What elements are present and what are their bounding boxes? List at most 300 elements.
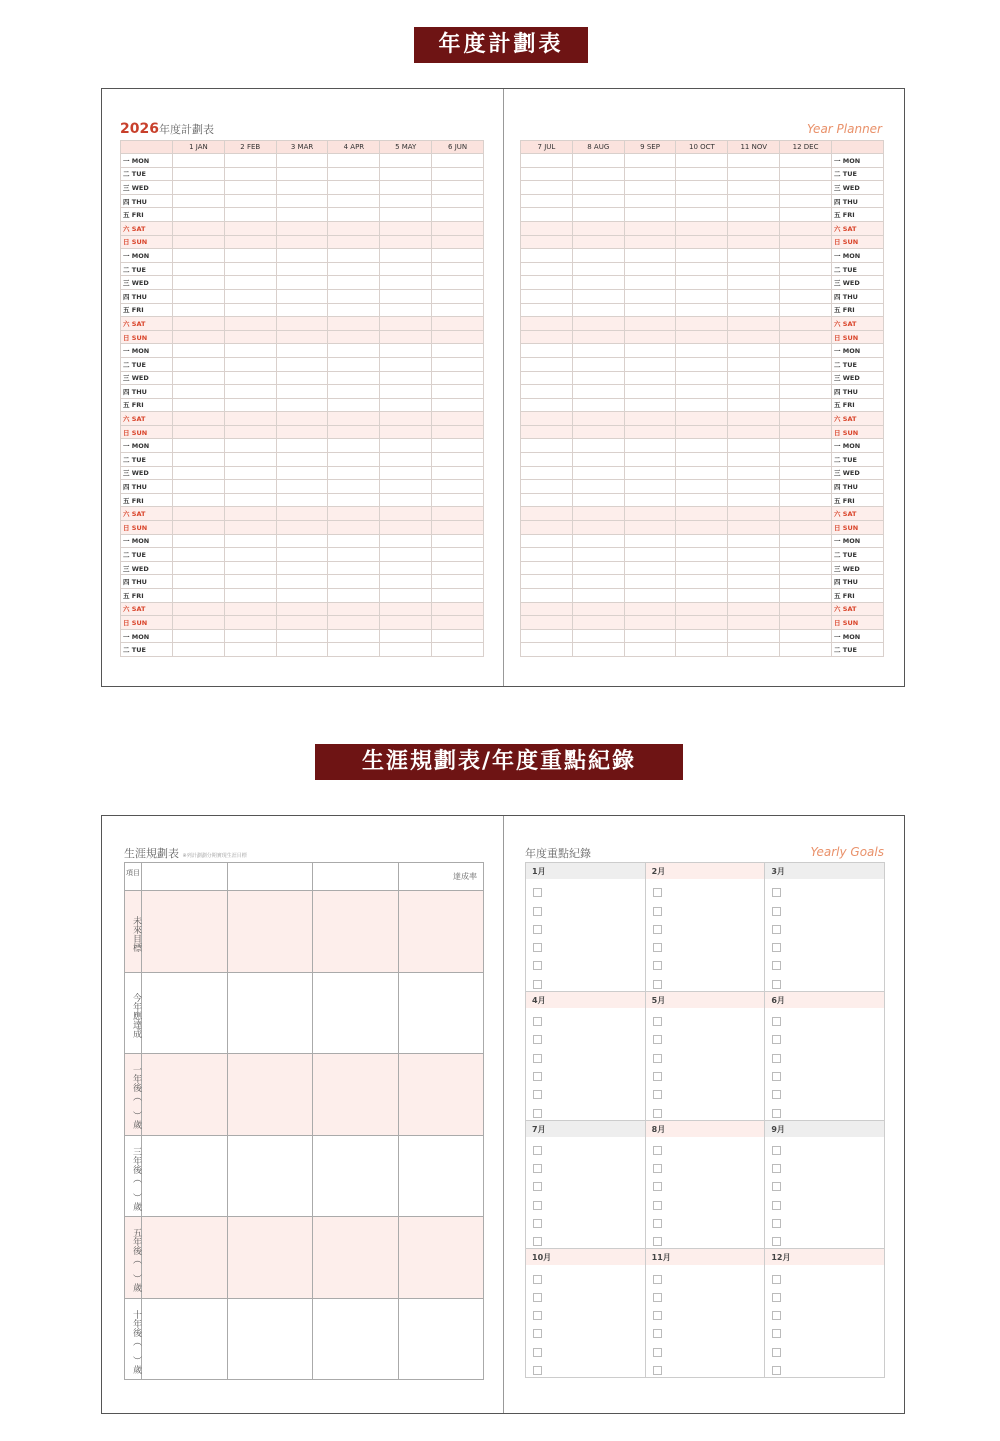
calendar-cell[interactable] <box>432 276 484 290</box>
calendar-cell[interactable] <box>780 561 832 575</box>
goal-checkbox[interactable] <box>772 1072 781 1081</box>
calendar-cell[interactable] <box>780 643 832 657</box>
goal-checkbox[interactable] <box>772 1182 781 1191</box>
calendar-cell[interactable] <box>328 303 380 317</box>
goal-checkbox[interactable] <box>772 925 781 934</box>
career-cell[interactable] <box>313 1217 399 1298</box>
calendar-cell[interactable] <box>173 154 225 168</box>
goal-checkbox[interactable] <box>653 1348 662 1357</box>
calendar-cell[interactable] <box>173 548 225 562</box>
calendar-cell[interactable] <box>173 235 225 249</box>
calendar-cell[interactable] <box>432 167 484 181</box>
goal-checkbox[interactable] <box>653 980 662 989</box>
calendar-cell[interactable] <box>728 303 780 317</box>
calendar-cell[interactable] <box>780 154 832 168</box>
calendar-cell[interactable] <box>676 629 728 643</box>
calendar-cell[interactable] <box>572 521 624 535</box>
calendar-cell[interactable] <box>728 208 780 222</box>
calendar-cell[interactable] <box>173 208 225 222</box>
calendar-cell[interactable] <box>432 330 484 344</box>
goal-checkbox[interactable] <box>772 1146 781 1155</box>
calendar-cell[interactable] <box>676 303 728 317</box>
calendar-cell[interactable] <box>432 371 484 385</box>
calendar-cell[interactable] <box>276 194 328 208</box>
calendar-cell[interactable] <box>780 521 832 535</box>
calendar-cell[interactable] <box>572 589 624 603</box>
calendar-cell[interactable] <box>173 221 225 235</box>
calendar-cell[interactable] <box>328 548 380 562</box>
career-cell[interactable] <box>398 1298 484 1380</box>
calendar-cell[interactable] <box>328 276 380 290</box>
calendar-cell[interactable] <box>780 181 832 195</box>
career-cell[interactable] <box>142 1135 228 1216</box>
calendar-cell[interactable] <box>276 289 328 303</box>
calendar-cell[interactable] <box>328 493 380 507</box>
calendar-cell[interactable] <box>728 493 780 507</box>
calendar-cell[interactable] <box>380 167 432 181</box>
calendar-cell[interactable] <box>676 317 728 331</box>
calendar-cell[interactable] <box>224 371 276 385</box>
calendar-cell[interactable] <box>624 208 676 222</box>
calendar-cell[interactable] <box>572 561 624 575</box>
calendar-cell[interactable] <box>676 493 728 507</box>
goal-checkbox[interactable] <box>772 888 781 897</box>
goal-checkbox[interactable] <box>533 1311 542 1320</box>
calendar-cell[interactable] <box>380 629 432 643</box>
calendar-cell[interactable] <box>380 480 432 494</box>
career-cell[interactable] <box>227 863 313 891</box>
calendar-cell[interactable] <box>780 425 832 439</box>
calendar-cell[interactable] <box>780 276 832 290</box>
goal-checkbox[interactable] <box>533 1054 542 1063</box>
calendar-cell[interactable] <box>780 317 832 331</box>
calendar-cell[interactable] <box>224 466 276 480</box>
calendar-cell[interactable] <box>224 534 276 548</box>
calendar-cell[interactable] <box>276 466 328 480</box>
calendar-cell[interactable] <box>728 548 780 562</box>
goal-checkbox[interactable] <box>533 1348 542 1357</box>
calendar-cell[interactable] <box>676 167 728 181</box>
calendar-cell[interactable] <box>728 643 780 657</box>
calendar-cell[interactable] <box>432 181 484 195</box>
calendar-cell[interactable] <box>624 398 676 412</box>
calendar-cell[interactable] <box>328 357 380 371</box>
calendar-cell[interactable] <box>224 276 276 290</box>
goal-checkbox[interactable] <box>772 943 781 952</box>
calendar-cell[interactable] <box>624 181 676 195</box>
calendar-cell[interactable] <box>624 412 676 426</box>
calendar-cell[interactable] <box>676 561 728 575</box>
calendar-cell[interactable] <box>380 602 432 616</box>
calendar-cell[interactable] <box>276 521 328 535</box>
calendar-cell[interactable] <box>224 317 276 331</box>
calendar-cell[interactable] <box>380 575 432 589</box>
calendar-cell[interactable] <box>328 575 380 589</box>
calendar-cell[interactable] <box>173 561 225 575</box>
calendar-cell[interactable] <box>328 344 380 358</box>
calendar-cell[interactable] <box>521 357 573 371</box>
calendar-cell[interactable] <box>224 181 276 195</box>
calendar-cell[interactable] <box>780 480 832 494</box>
calendar-cell[interactable] <box>676 507 728 521</box>
calendar-cell[interactable] <box>676 357 728 371</box>
career-cell[interactable] <box>227 1135 313 1216</box>
calendar-cell[interactable] <box>624 629 676 643</box>
calendar-cell[interactable] <box>572 303 624 317</box>
calendar-cell[interactable] <box>276 643 328 657</box>
calendar-cell[interactable] <box>521 276 573 290</box>
calendar-cell[interactable] <box>380 507 432 521</box>
calendar-cell[interactable] <box>624 262 676 276</box>
goal-checkbox[interactable] <box>533 1146 542 1155</box>
calendar-cell[interactable] <box>224 221 276 235</box>
calendar-cell[interactable] <box>432 317 484 331</box>
calendar-cell[interactable] <box>276 276 328 290</box>
calendar-cell[interactable] <box>572 194 624 208</box>
calendar-cell[interactable] <box>676 602 728 616</box>
calendar-cell[interactable] <box>328 589 380 603</box>
calendar-cell[interactable] <box>624 317 676 331</box>
calendar-cell[interactable] <box>780 344 832 358</box>
career-cell[interactable] <box>398 1217 484 1298</box>
calendar-cell[interactable] <box>328 521 380 535</box>
goal-checkbox[interactable] <box>772 1348 781 1357</box>
calendar-cell[interactable] <box>676 412 728 426</box>
career-cell[interactable] <box>313 1298 399 1380</box>
calendar-cell[interactable] <box>224 548 276 562</box>
calendar-cell[interactable] <box>521 412 573 426</box>
calendar-cell[interactable] <box>728 371 780 385</box>
calendar-cell[interactable] <box>432 561 484 575</box>
goal-checkbox[interactable] <box>772 1017 781 1026</box>
calendar-cell[interactable] <box>521 453 573 467</box>
calendar-cell[interactable] <box>728 439 780 453</box>
career-cell[interactable] <box>227 1217 313 1298</box>
calendar-cell[interactable] <box>224 575 276 589</box>
calendar-cell[interactable] <box>624 521 676 535</box>
calendar-cell[interactable] <box>328 480 380 494</box>
calendar-cell[interactable] <box>728 534 780 548</box>
calendar-cell[interactable] <box>624 249 676 263</box>
calendar-cell[interactable] <box>380 194 432 208</box>
calendar-cell[interactable] <box>380 589 432 603</box>
calendar-cell[interactable] <box>728 466 780 480</box>
calendar-cell[interactable] <box>728 154 780 168</box>
calendar-cell[interactable] <box>780 548 832 562</box>
goal-checkbox[interactable] <box>772 1293 781 1302</box>
calendar-cell[interactable] <box>728 357 780 371</box>
calendar-cell[interactable] <box>624 439 676 453</box>
calendar-cell[interactable] <box>224 167 276 181</box>
calendar-cell[interactable] <box>328 235 380 249</box>
calendar-cell[interactable] <box>224 344 276 358</box>
calendar-cell[interactable] <box>328 289 380 303</box>
calendar-cell[interactable] <box>328 262 380 276</box>
calendar-cell[interactable] <box>676 439 728 453</box>
calendar-cell[interactable] <box>328 181 380 195</box>
calendar-cell[interactable] <box>432 221 484 235</box>
calendar-cell[interactable] <box>276 317 328 331</box>
calendar-cell[interactable] <box>728 398 780 412</box>
calendar-cell[interactable] <box>624 303 676 317</box>
calendar-cell[interactable] <box>521 194 573 208</box>
career-cell[interactable] <box>227 1054 313 1135</box>
calendar-cell[interactable] <box>380 181 432 195</box>
calendar-cell[interactable] <box>572 466 624 480</box>
calendar-cell[interactable] <box>276 371 328 385</box>
calendar-cell[interactable] <box>572 167 624 181</box>
calendar-cell[interactable] <box>224 425 276 439</box>
calendar-cell[interactable] <box>432 629 484 643</box>
calendar-cell[interactable] <box>328 398 380 412</box>
goal-checkbox[interactable] <box>533 1237 542 1246</box>
calendar-cell[interactable] <box>432 616 484 630</box>
calendar-cell[interactable] <box>173 262 225 276</box>
calendar-cell[interactable] <box>572 629 624 643</box>
calendar-cell[interactable] <box>173 330 225 344</box>
calendar-cell[interactable] <box>224 643 276 657</box>
calendar-cell[interactable] <box>572 289 624 303</box>
calendar-cell[interactable] <box>380 398 432 412</box>
calendar-cell[interactable] <box>676 521 728 535</box>
goal-checkbox[interactable] <box>653 925 662 934</box>
calendar-cell[interactable] <box>572 221 624 235</box>
goal-checkbox[interactable] <box>533 1366 542 1375</box>
calendar-cell[interactable] <box>676 208 728 222</box>
calendar-cell[interactable] <box>780 385 832 399</box>
calendar-cell[interactable] <box>728 330 780 344</box>
calendar-cell[interactable] <box>521 616 573 630</box>
goal-checkbox[interactable] <box>772 1275 781 1284</box>
goal-checkbox[interactable] <box>653 1201 662 1210</box>
calendar-cell[interactable] <box>728 507 780 521</box>
calendar-cell[interactable] <box>173 616 225 630</box>
calendar-cell[interactable] <box>328 629 380 643</box>
goal-checkbox[interactable] <box>653 907 662 916</box>
calendar-cell[interactable] <box>624 344 676 358</box>
goal-checkbox[interactable] <box>653 888 662 897</box>
calendar-cell[interactable] <box>432 412 484 426</box>
calendar-cell[interactable] <box>780 453 832 467</box>
calendar-cell[interactable] <box>780 412 832 426</box>
calendar-cell[interactable] <box>572 235 624 249</box>
calendar-cell[interactable] <box>276 439 328 453</box>
calendar-cell[interactable] <box>728 589 780 603</box>
calendar-cell[interactable] <box>521 425 573 439</box>
career-cell[interactable] <box>227 972 313 1053</box>
calendar-cell[interactable] <box>521 262 573 276</box>
calendar-cell[interactable] <box>380 561 432 575</box>
calendar-cell[interactable] <box>728 262 780 276</box>
goal-checkbox[interactable] <box>772 1237 781 1246</box>
calendar-cell[interactable] <box>676 154 728 168</box>
goal-checkbox[interactable] <box>533 961 542 970</box>
calendar-cell[interactable] <box>224 235 276 249</box>
calendar-cell[interactable] <box>521 317 573 331</box>
calendar-cell[interactable] <box>276 548 328 562</box>
calendar-cell[interactable] <box>276 385 328 399</box>
calendar-cell[interactable] <box>432 507 484 521</box>
calendar-cell[interactable] <box>676 235 728 249</box>
calendar-cell[interactable] <box>328 371 380 385</box>
calendar-cell[interactable] <box>521 521 573 535</box>
calendar-cell[interactable] <box>224 629 276 643</box>
calendar-cell[interactable] <box>624 167 676 181</box>
goal-checkbox[interactable] <box>772 1219 781 1228</box>
calendar-cell[interactable] <box>224 412 276 426</box>
calendar-cell[interactable] <box>328 453 380 467</box>
calendar-cell[interactable] <box>432 194 484 208</box>
calendar-cell[interactable] <box>572 548 624 562</box>
career-cell[interactable] <box>313 863 399 891</box>
goal-checkbox[interactable] <box>772 1109 781 1118</box>
calendar-cell[interactable] <box>572 371 624 385</box>
goal-checkbox[interactable] <box>653 1072 662 1081</box>
calendar-cell[interactable] <box>380 616 432 630</box>
calendar-cell[interactable] <box>432 439 484 453</box>
goal-checkbox[interactable] <box>772 1164 781 1173</box>
goal-checkbox[interactable] <box>533 1329 542 1338</box>
calendar-cell[interactable] <box>380 643 432 657</box>
calendar-cell[interactable] <box>173 412 225 426</box>
calendar-cell[interactable] <box>624 507 676 521</box>
calendar-cell[interactable] <box>624 602 676 616</box>
goal-checkbox[interactable] <box>533 1072 542 1081</box>
calendar-cell[interactable] <box>572 262 624 276</box>
calendar-cell[interactable] <box>624 221 676 235</box>
calendar-cell[interactable] <box>728 480 780 494</box>
calendar-cell[interactable] <box>224 194 276 208</box>
calendar-cell[interactable] <box>728 344 780 358</box>
calendar-cell[interactable] <box>521 330 573 344</box>
goal-checkbox[interactable] <box>653 1182 662 1191</box>
career-cell[interactable] <box>142 1054 228 1135</box>
calendar-cell[interactable] <box>521 548 573 562</box>
calendar-cell[interactable] <box>173 439 225 453</box>
calendar-cell[interactable] <box>572 398 624 412</box>
calendar-cell[interactable] <box>521 507 573 521</box>
goal-checkbox[interactable] <box>533 925 542 934</box>
calendar-cell[interactable] <box>173 385 225 399</box>
calendar-cell[interactable] <box>432 249 484 263</box>
calendar-cell[interactable] <box>780 262 832 276</box>
calendar-cell[interactable] <box>173 575 225 589</box>
goal-checkbox[interactable] <box>772 980 781 989</box>
calendar-cell[interactable] <box>572 249 624 263</box>
calendar-cell[interactable] <box>380 262 432 276</box>
calendar-cell[interactable] <box>572 154 624 168</box>
calendar-cell[interactable] <box>728 561 780 575</box>
calendar-cell[interactable] <box>624 616 676 630</box>
calendar-cell[interactable] <box>572 493 624 507</box>
calendar-cell[interactable] <box>780 398 832 412</box>
calendar-cell[interactable] <box>328 412 380 426</box>
calendar-cell[interactable] <box>728 453 780 467</box>
goal-checkbox[interactable] <box>772 1329 781 1338</box>
goal-checkbox[interactable] <box>653 1329 662 1338</box>
calendar-cell[interactable] <box>173 493 225 507</box>
calendar-cell[interactable] <box>728 289 780 303</box>
calendar-cell[interactable] <box>276 303 328 317</box>
calendar-cell[interactable] <box>276 262 328 276</box>
calendar-cell[interactable] <box>780 616 832 630</box>
calendar-cell[interactable] <box>173 357 225 371</box>
calendar-cell[interactable] <box>676 398 728 412</box>
goal-checkbox[interactable] <box>533 943 542 952</box>
calendar-cell[interactable] <box>780 534 832 548</box>
goal-checkbox[interactable] <box>772 907 781 916</box>
calendar-cell[interactable] <box>173 194 225 208</box>
calendar-cell[interactable] <box>780 208 832 222</box>
calendar-cell[interactable] <box>572 575 624 589</box>
goal-checkbox[interactable] <box>653 1164 662 1173</box>
goal-checkbox[interactable] <box>772 1035 781 1044</box>
calendar-cell[interactable] <box>676 181 728 195</box>
calendar-cell[interactable] <box>173 643 225 657</box>
calendar-cell[interactable] <box>780 439 832 453</box>
calendar-cell[interactable] <box>224 453 276 467</box>
calendar-cell[interactable] <box>432 466 484 480</box>
calendar-cell[interactable] <box>328 439 380 453</box>
goal-checkbox[interactable] <box>772 1366 781 1375</box>
calendar-cell[interactable] <box>224 357 276 371</box>
calendar-cell[interactable] <box>521 208 573 222</box>
calendar-cell[interactable] <box>572 439 624 453</box>
calendar-cell[interactable] <box>728 521 780 535</box>
calendar-cell[interactable] <box>521 643 573 657</box>
calendar-cell[interactable] <box>276 589 328 603</box>
calendar-cell[interactable] <box>328 167 380 181</box>
calendar-cell[interactable] <box>328 385 380 399</box>
goal-checkbox[interactable] <box>533 1219 542 1228</box>
career-cell[interactable] <box>313 891 399 972</box>
goal-checkbox[interactable] <box>653 1311 662 1320</box>
calendar-cell[interactable] <box>380 412 432 426</box>
goal-checkbox[interactable] <box>653 1146 662 1155</box>
calendar-cell[interactable] <box>276 507 328 521</box>
calendar-cell[interactable] <box>173 453 225 467</box>
calendar-cell[interactable] <box>328 466 380 480</box>
calendar-cell[interactable] <box>328 154 380 168</box>
calendar-cell[interactable] <box>224 154 276 168</box>
calendar-cell[interactable] <box>432 262 484 276</box>
calendar-cell[interactable] <box>572 208 624 222</box>
calendar-cell[interactable] <box>276 425 328 439</box>
calendar-cell[interactable] <box>328 330 380 344</box>
calendar-cell[interactable] <box>380 453 432 467</box>
calendar-cell[interactable] <box>521 289 573 303</box>
calendar-cell[interactable] <box>173 589 225 603</box>
calendar-cell[interactable] <box>380 154 432 168</box>
calendar-cell[interactable] <box>624 453 676 467</box>
calendar-cell[interactable] <box>676 453 728 467</box>
calendar-cell[interactable] <box>676 330 728 344</box>
calendar-cell[interactable] <box>521 602 573 616</box>
calendar-cell[interactable] <box>728 385 780 399</box>
calendar-cell[interactable] <box>380 466 432 480</box>
calendar-cell[interactable] <box>432 548 484 562</box>
calendar-cell[interactable] <box>276 357 328 371</box>
goal-checkbox[interactable] <box>653 1017 662 1026</box>
calendar-cell[interactable] <box>624 154 676 168</box>
goal-checkbox[interactable] <box>772 1311 781 1320</box>
calendar-cell[interactable] <box>328 249 380 263</box>
calendar-cell[interactable] <box>624 194 676 208</box>
calendar-cell[interactable] <box>173 276 225 290</box>
goal-checkbox[interactable] <box>533 907 542 916</box>
calendar-cell[interactable] <box>432 344 484 358</box>
calendar-cell[interactable] <box>276 154 328 168</box>
